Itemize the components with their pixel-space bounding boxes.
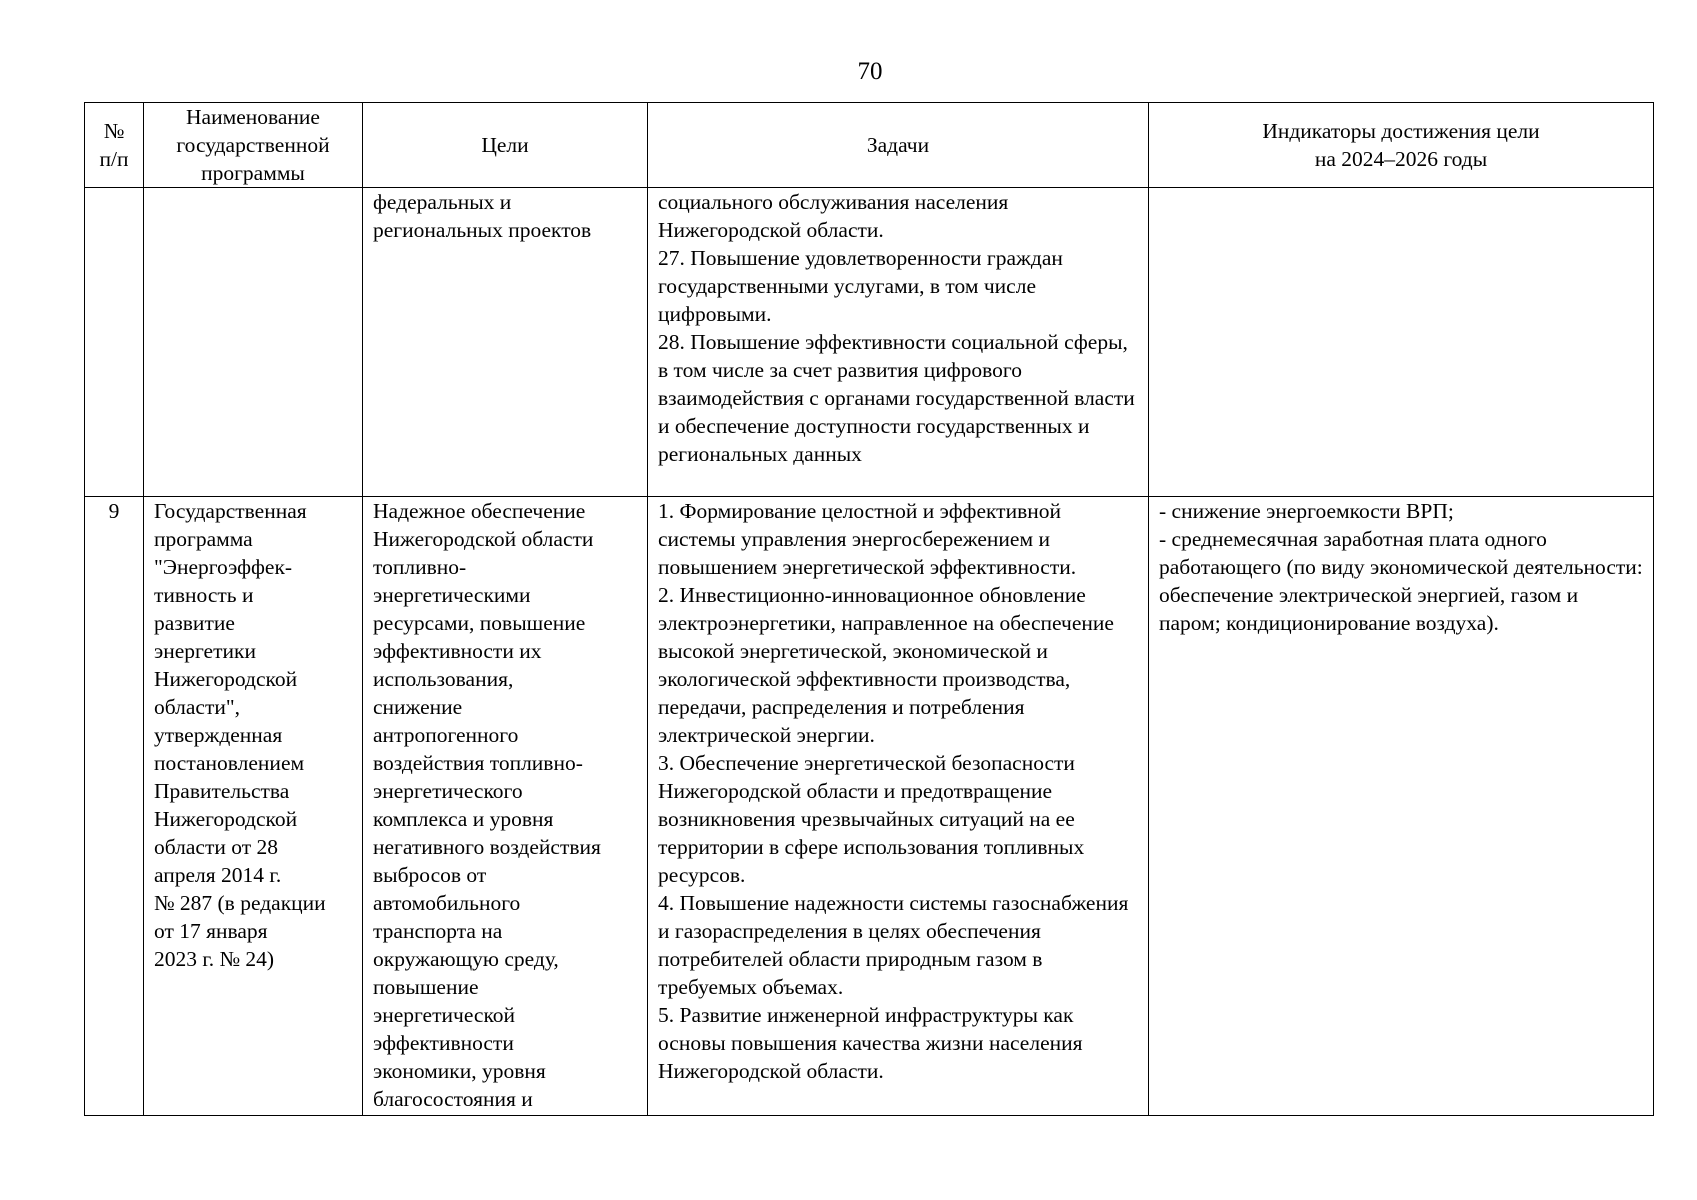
indicators-cell (1149, 497, 1654, 1116)
page-number: 70 (857, 58, 883, 85)
task-item: 28. Повышение эффективности социальной сферы, в том числе за счет развития цифрового взаимодействия с органами государственной власти и обеспечение доступности государственных и региональных данных (658, 330, 1135, 466)
task-item: 4. Повышение надежности системы газоснабжения и газораспределения в целях обеспечения потребителей области природным газом в требуемых объемах. (658, 891, 1129, 999)
table-row (85, 497, 1654, 1116)
goals-cell: федеральных и региональных проектов (363, 188, 648, 497)
program-cell (144, 188, 363, 497)
goals-cell: Надежное обеспечение Нижегородской области топливно- энергетическими ресурсами, повышение эффективности их использования, снижение антропогенного воздействия топливно- энергетического комплекса и уровня негативного воздействия выбросов от автомобильного транспорта на окружающую среду, повышение энергетической эффективности экономики, уровня благосостояния и (363, 497, 648, 1116)
task-item: 1. Формирование целостной и эффективной системы управления энергосбережением и повышением энергетической эффективности. (658, 499, 1077, 579)
task-item: социального обслуживания населения Нижегородской области. (658, 190, 1009, 242)
header-goals: Цели (363, 103, 648, 188)
indicators-cell (1149, 188, 1654, 497)
row-number-cell (85, 188, 144, 497)
task-item: 3. Обеспечение энергетической безопасности Нижегородской области и предотвращение возникновения чрезвычайных ситуаций на ее территории в сфере использования топливных ресурсов. (658, 751, 1085, 887)
table-row (85, 188, 1654, 497)
program-cell: Государственная программа "Энергоэффек- тивность и развитие энергетики Нижегородской области", утвержденная постановлением Правительства Нижегородской области от 28 апреля 2014 г. № 287 (в редакции от 17 января 2023 г. № 24) (144, 497, 363, 1116)
table-header-row (85, 103, 1654, 188)
tasks-cell (648, 497, 1149, 1116)
indicator-item: - снижение энергоемкости ВРП; (1159, 499, 1454, 523)
goals-table (84, 102, 1654, 1116)
header-program-name: Наименование государственной программы (144, 103, 363, 188)
task-item: 2. Инвестиционно-инновационное обновление электроэнергетики, направленное на обеспечение высокой энергетической, экономической и экологической эффективности производства, передачи, распределения и потребления электрической энергии. (658, 583, 1114, 747)
tasks-cell (648, 188, 1149, 497)
task-item: 5. Развитие инженерной инфраструктуры как основы повышения качества жизни населения Нижегородской области. (658, 1003, 1083, 1083)
header-tasks: Задачи (648, 103, 1149, 188)
task-item: 27. Повышение удовлетворенности граждан государственными услугами, в том числе цифровыми. (658, 246, 1063, 326)
header-number: № п/п (85, 103, 144, 188)
row-number-cell: 9 (85, 497, 144, 1116)
indicator-item: - среднемесячная заработная плата одного работающего (по виду экономической деятельности: обеспечение электрической энергией, газом и паром; кондиционирование воздуха). (1159, 527, 1643, 635)
header-indicators: Индикаторы достижения цели на 2024–2026 годы (1149, 103, 1654, 188)
